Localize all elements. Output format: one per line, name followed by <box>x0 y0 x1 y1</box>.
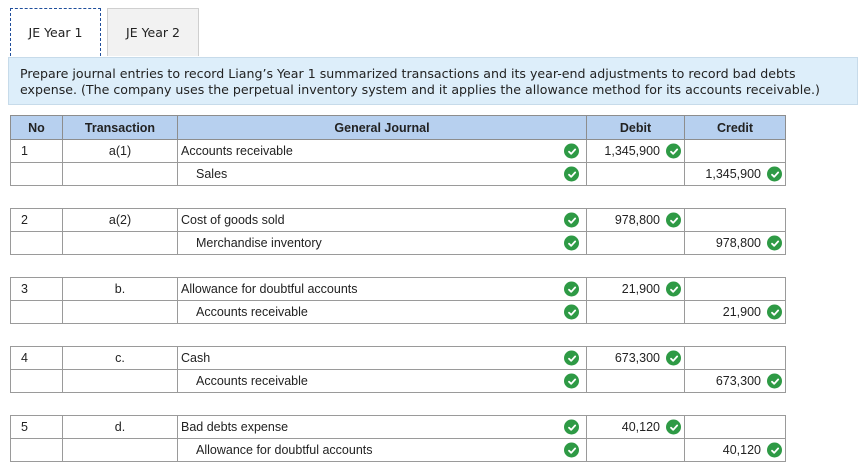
correct-check-icon <box>564 167 579 182</box>
credit-amount: 40,120 <box>722 443 761 457</box>
debit-amount: 978,800 <box>614 213 660 227</box>
account-field[interactable] <box>178 347 587 370</box>
account-field[interactable] <box>178 163 587 186</box>
correct-check-icon <box>767 167 782 182</box>
transaction-ref: c. <box>63 347 178 370</box>
credit-amount: 1,345,900 <box>705 167 761 181</box>
entry-spacer <box>11 186 786 209</box>
correct-check-icon <box>767 236 782 251</box>
table-header-row <box>11 116 786 140</box>
account-field[interactable] <box>178 370 587 393</box>
credit-amount: 21,900 <box>722 305 761 319</box>
journal-row-credit <box>11 163 786 186</box>
journal-row-debit <box>11 278 786 301</box>
credit-field[interactable] <box>685 232 786 255</box>
debit-field[interactable] <box>587 278 685 301</box>
correct-check-icon <box>564 213 579 228</box>
header-general-journal: General Journal <box>178 116 587 140</box>
account-name: Bad debts expense <box>181 420 289 434</box>
credit-amount: 673,300 <box>715 374 761 388</box>
account-name: Cash <box>181 351 211 365</box>
debit-field[interactable] <box>587 347 685 370</box>
debit-field[interactable] <box>587 416 685 439</box>
correct-check-icon <box>564 443 579 458</box>
account-name: Accounts receivable <box>181 144 293 158</box>
debit-field[interactable] <box>587 232 685 255</box>
entry-number: 1 <box>11 140 63 163</box>
account-field[interactable] <box>178 439 587 462</box>
credit-field[interactable] <box>685 416 786 439</box>
entry-number-empty <box>11 370 63 393</box>
debit-amount: 1,345,900 <box>604 144 660 158</box>
entry-number: 3 <box>11 278 63 301</box>
journal-row-debit <box>11 416 786 439</box>
journal-row-credit <box>11 301 786 324</box>
debit-field[interactable] <box>587 370 685 393</box>
debit-field[interactable] <box>587 163 685 186</box>
journal-row-debit <box>11 347 786 370</box>
account-field[interactable] <box>178 278 587 301</box>
transaction-ref-empty <box>63 232 178 255</box>
tab-je-year-1[interactable]: JE Year 1 <box>10 8 101 56</box>
debit-field[interactable] <box>587 140 685 163</box>
correct-check-icon <box>564 282 579 297</box>
correct-check-icon <box>564 420 579 435</box>
credit-field[interactable] <box>685 439 786 462</box>
journal-row-credit <box>11 370 786 393</box>
debit-field[interactable] <box>587 301 685 324</box>
correct-check-icon <box>666 282 681 297</box>
account-field[interactable] <box>178 232 587 255</box>
debit-field[interactable] <box>587 439 685 462</box>
account-name: Cost of goods sold <box>181 213 285 227</box>
account-name: Accounts receivable <box>196 374 308 388</box>
debit-amount: 21,900 <box>621 282 660 296</box>
header-credit: Credit <box>685 116 786 140</box>
correct-check-icon <box>666 144 681 159</box>
general-journal-table <box>10 115 786 462</box>
correct-check-icon <box>666 213 681 228</box>
account-name: Merchandise inventory <box>196 236 322 250</box>
entry-spacer <box>11 324 786 347</box>
header-no: No <box>11 116 63 140</box>
account-field[interactable] <box>178 416 587 439</box>
journal-row-debit <box>11 140 786 163</box>
credit-field[interactable] <box>685 278 786 301</box>
credit-field[interactable] <box>685 209 786 232</box>
credit-field[interactable] <box>685 163 786 186</box>
transaction-ref: a(2) <box>63 209 178 232</box>
credit-field[interactable] <box>685 347 786 370</box>
transaction-ref: d. <box>63 416 178 439</box>
transaction-ref: b. <box>63 278 178 301</box>
transaction-ref: a(1) <box>63 140 178 163</box>
account-field[interactable] <box>178 301 587 324</box>
credit-field[interactable] <box>685 140 786 163</box>
header-transaction: Transaction <box>63 116 178 140</box>
entry-number: 5 <box>11 416 63 439</box>
entry-number-empty <box>11 163 63 186</box>
correct-check-icon <box>564 236 579 251</box>
credit-amount: 978,800 <box>715 236 761 250</box>
account-name: Allowance for doubtful accounts <box>196 443 373 457</box>
entry-number-empty <box>11 232 63 255</box>
journal-row-credit <box>11 439 786 462</box>
correct-check-icon <box>767 305 782 320</box>
entry-spacer <box>11 255 786 278</box>
account-name: Allowance for doubtful accounts <box>181 282 358 296</box>
entry-number-empty <box>11 439 63 462</box>
account-field[interactable] <box>178 209 587 232</box>
transaction-ref-empty <box>63 163 178 186</box>
credit-field[interactable] <box>685 301 786 324</box>
debit-amount: 673,300 <box>614 351 660 365</box>
correct-check-icon <box>564 144 579 159</box>
account-field[interactable] <box>178 140 587 163</box>
account-name: Accounts receivable <box>196 305 308 319</box>
account-name: Sales <box>196 167 228 181</box>
instructions-panel: Prepare journal entries to record Liang’s Year 1 summarized transactions and its year-end adjustments to record bad debts expense. (The company uses the perpetual inventory system and it applies the allowance method for its accounts receivable.) <box>8 57 858 105</box>
correct-check-icon <box>767 443 782 458</box>
journal-row-debit <box>11 209 786 232</box>
header-debit: Debit <box>587 116 685 140</box>
correct-check-icon <box>666 351 681 366</box>
debit-field[interactable] <box>587 209 685 232</box>
debit-amount: 40,120 <box>621 420 660 434</box>
tab-bar <box>10 8 199 56</box>
correct-check-icon <box>666 420 681 435</box>
entry-number: 2 <box>11 209 63 232</box>
journal-row-credit <box>11 232 786 255</box>
credit-field[interactable] <box>685 370 786 393</box>
transaction-ref-empty <box>63 370 178 393</box>
entry-number-empty <box>11 301 63 324</box>
correct-check-icon <box>767 374 782 389</box>
transaction-ref-empty <box>63 301 178 324</box>
transaction-ref-empty <box>63 439 178 462</box>
tab-je-year-2[interactable]: JE Year 2 <box>107 8 199 56</box>
entry-number: 4 <box>11 347 63 370</box>
entry-spacer <box>11 393 786 416</box>
correct-check-icon <box>564 374 579 389</box>
correct-check-icon <box>564 351 579 366</box>
correct-check-icon <box>564 305 579 320</box>
